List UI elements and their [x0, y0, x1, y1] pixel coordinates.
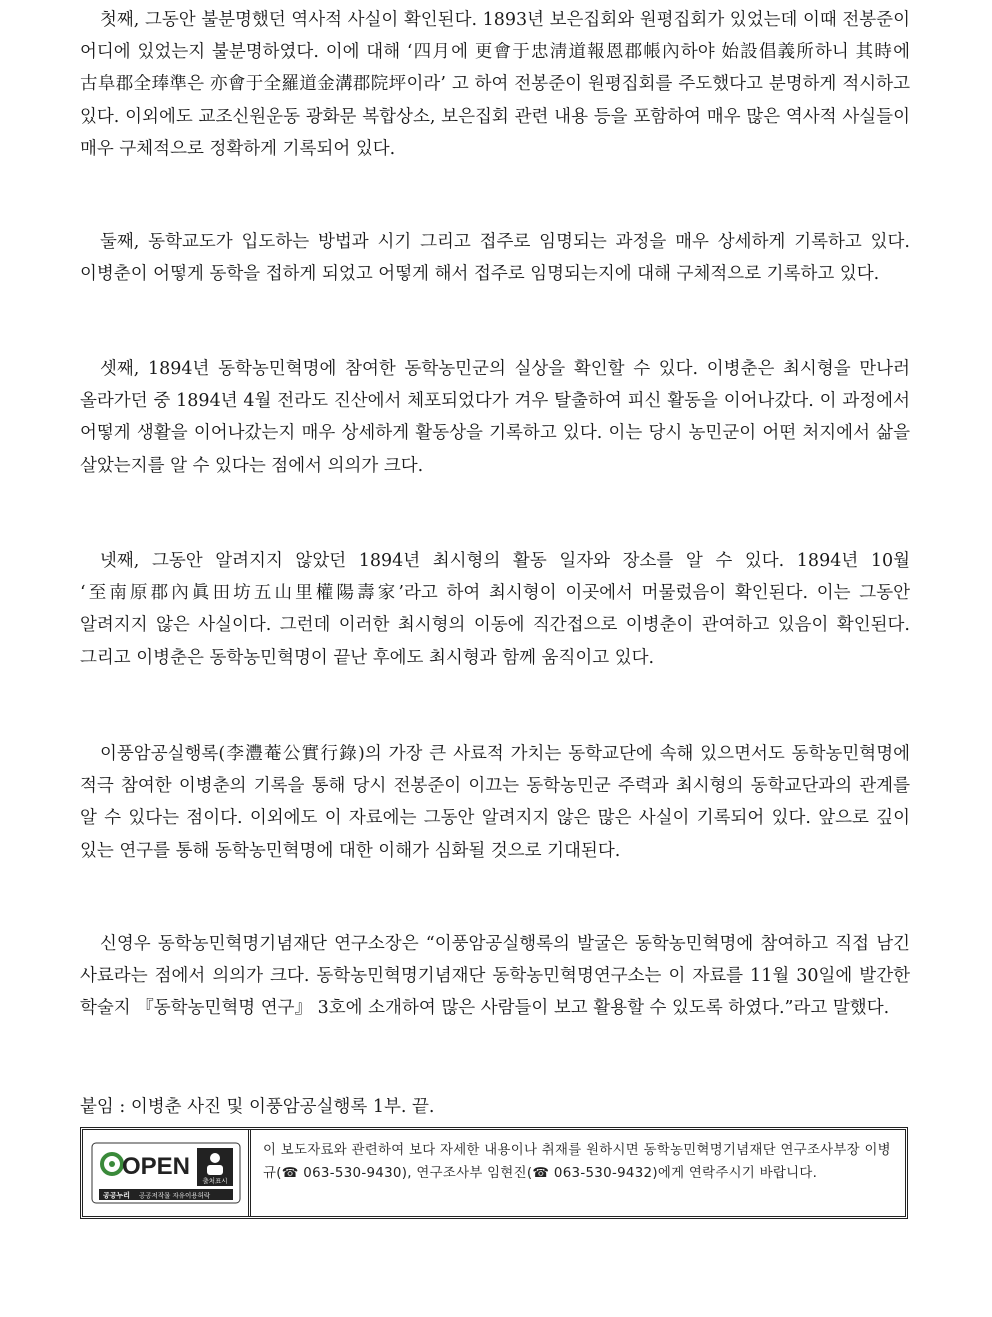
logo-type-label: 출처표시	[201, 1177, 228, 1185]
logo-caption: 공공저작물 자유이용허락	[138, 1191, 210, 1200]
license-logo-cell	[83, 1130, 251, 1216]
footer-contact-box	[80, 1127, 908, 1219]
paragraph-fourth: 넷째, 그동안 알려지지 않았던 1894년 최시형의 활동 일자와 장소를 알 수 있다. 1894년 10월 ‘至南原郡內眞田坊五山里權陽壽家’라고 하여 최시형이 이곳에서 머물렀음이 확인된다. 이는 그동안 알려지지 않은 사실이다. 그런데 이러한 최시형의 이동에 직간접으로 이병춘이 관여하고 있음이 확인된다. 그리고 이병춘은 동학농민혁명이 끝난 후에도 최시형과 함께 움직이고 있다.	[80, 551, 910, 668]
contact-info: 이 보도자료와 관련하여 보다 자세한 내용이나 취재를 원하시면 동학농민혁명기념재단 연구조사부장 이병규(☎ 063-530-9430), 연구조사부 임현진(☎ 063-530-9432)에게 연락주시기 바랍니다.	[263, 1143, 891, 1181]
paragraph-quote: 신영우 동학농민혁명기념재단 연구소장은 “이풍암공실행록의 발굴은 동학농민혁명에 참여하고 직접 남긴 사료라는 점에서 의의가 크다. 동학농민혁명기념재단 동학농민혁명연구소는 이 자료를 11월 30일에 발간한 학술지 『동학농민혁명 연구』 3호에 소개하여 많은 사람들이 보고 활용할 수 있도록 하였다.”라고 말했다.	[80, 934, 910, 1019]
logo-wordmark: OPEN	[121, 1153, 190, 1180]
attachment-note: 붙임 : 이병춘 사진 및 이풍암공실행록 1부. 끝.	[80, 1097, 435, 1117]
paragraph-third: 셋째, 1894년 동학농민혁명에 참여한 동학농민군의 실상을 확인할 수 있다. 이병춘은 최시형을 만나러 올라가던 중 1894년 4월 전라도 진산에서 체포되었다가 겨우 탈출하여 피신 활동을 이어나갔다. 이 과정에서 어떻게 생활을 이어나갔는지 매우 상세하게 활동상을 기록하고 있다. 이는 당시 농민군이 어떤 처지에서 삶을 살았는지를 알 수 있다는 점에서 의의가 크다.	[80, 359, 910, 476]
paragraph-first: 첫째, 그동안 불분명했던 역사적 사실이 확인된다. 1893년 보은집회와 원평집회가 있었는데 이때 전봉준이 어디에 있었는지 불분명하였다. 이에 대해 ‘四月에 更會于忠淸道報恩郡帳內하야 始設倡義所하니 其時에 古阜郡全琫準은 亦會于全羅道金溝郡院坪이라’ 고 하여 전봉준이 원평집회를 주도했다고 분명하게 적시하고 있다. 이외에도 교조신원운동 광화문 복합상소, 보은집회 관련 내용 등을 포함하여 매우 많은 역사적 사실들이 매우 구체적으로 정확하게 기록되어 있다.	[80, 10, 910, 159]
paragraph-value-summary: 이풍암공실행록(李灃菴公實行錄)의 가장 큰 사료적 가치는 동학교단에 속해 있으면서도 동학농민혁명에 적극 참여한 이병춘의 기록을 통해 당시 전봉준이 이끄는 동학농민군 주력과 최시형의 동학교단과의 관계를 알 수 있다는 점이다. 이외에도 이 자료에는 그동안 알려지지 않은 많은 사실이 기록되어 있다. 앞으로 깊이 있는 연구를 통해 동학농민혁명에 대한 이해가 심화될 것으로 기대된다.	[80, 744, 910, 861]
logo-caption-bold: 공공누리	[102, 1191, 130, 1200]
paragraph-second: 둘째, 동학교도가 입도하는 방법과 시기 그리고 접주로 임명되는 과정을 매우 상세하게 기록하고 있다. 이병춘이 어떻게 동학을 접하게 되었고 어떻게 해서 접주로 임명되는지에 대해 구체적으로 기록하고 있다.	[80, 232, 910, 285]
kogl-open-license-icon	[91, 1142, 241, 1204]
